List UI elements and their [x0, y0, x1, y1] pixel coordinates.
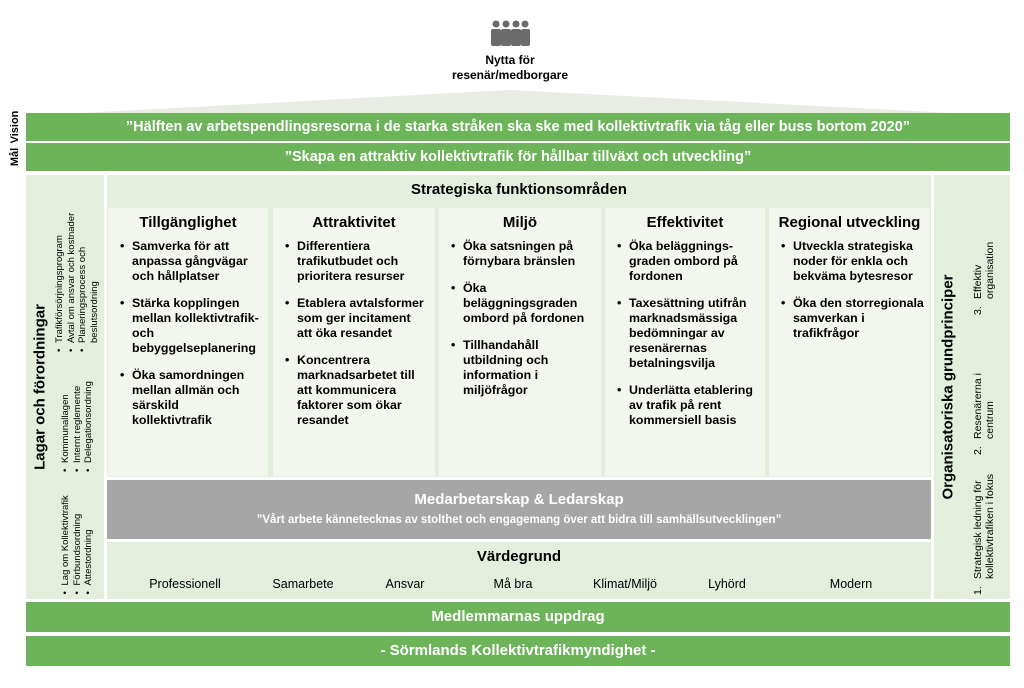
value-item: Samarbete — [272, 577, 334, 591]
column-title: Regional utveckling — [778, 214, 921, 231]
column-item: • Tillhandahåll utbildning och information i miljöfrågor — [463, 338, 595, 398]
column-item: • Öka beläggningsgraden ombord på fordonen — [463, 281, 595, 326]
column-title: Effektivitet — [646, 214, 724, 231]
vision-label: Vision — [9, 110, 21, 144]
medarbetarskap-quote: ”Vårt arbete kännetecknas av stolthet och engagemang över att bidra till samhällsutvecklingen” — [256, 514, 782, 526]
value-item: Modern — [829, 577, 873, 591]
people-group-icon — [490, 20, 530, 46]
left-item: • Avtal om ansvar och kostnader — [66, 183, 78, 343]
header-title — [400, 53, 620, 83]
column-item: • Öka samordningen mellan allmän och särskild kollektivtrafik — [132, 368, 262, 428]
vision-text: ”Hälften av arbetspendlingsresorna i de starka stråken ska ske med kollektivtrafik via tåg eller buss bortom 2020” — [125, 119, 911, 135]
left-item: • Kommunallagen — [60, 355, 72, 463]
column-item: • Öka den storregionala samverkan i trafikfrågor — [793, 296, 924, 341]
uppdrag-bar — [26, 602, 1010, 632]
left-item: • Förbundsordning — [71, 480, 83, 585]
column-item: • Samverka för att anpassa gångvägar och hållplatser — [132, 239, 262, 284]
left-pillar-group3 — [54, 183, 100, 353]
left-item: • Trafikförsörjningsprogram — [54, 183, 66, 343]
left-item: • Delegationsordning — [83, 355, 95, 463]
strategic-title: Strategiska funktionsområden — [411, 181, 627, 198]
value-item: Professionell — [149, 577, 221, 591]
column-item: • Öka satsningen på förnybara bränslen — [463, 239, 595, 269]
left-item: • Internt reglemente — [71, 355, 83, 463]
mal-label: Mål — [9, 147, 21, 167]
column-item: • Koncentrera marknadsarbetet till att kommunicera faktorer som ökar resandet — [297, 353, 429, 428]
column-tillganglighet — [108, 208, 268, 476]
vardegrund-box — [107, 542, 931, 599]
column-item: • Taxesättning utifrån marknadsmässiga bedömningar av resenärernas betalningsvilja — [629, 296, 759, 371]
column-item: • Differentiera trafikutbudet och prioritera resurser — [297, 239, 429, 284]
header-title-line1: Nytta för — [485, 53, 535, 67]
column-title: Miljö — [502, 214, 538, 231]
column-regional-utveckling — [769, 208, 930, 476]
value-item: Ansvar — [385, 577, 425, 591]
column-item: • Underlätta etablering av trafik på rent kommersiell basis — [629, 383, 759, 428]
column-item: • Etablera avtalsformer som ger incitament att öka resandet — [297, 296, 429, 341]
goal-text: ”Skapa en attraktiv kollektivtrafik för hållbar tillväxt och utveckling” — [284, 149, 752, 165]
left-item: • Lag om Kollektivtrafik — [60, 480, 72, 585]
left-pillar-group2 — [54, 355, 100, 473]
column-item: • Stärka kopplingen mellan kollektivtrafik- och bebyggelseplanering — [132, 296, 262, 356]
column-miljo — [439, 208, 601, 476]
org-bar — [26, 636, 1010, 666]
column-item: • Utveckla strategiska noder för enkla och bekväma bytesresor — [793, 239, 924, 284]
principle-3: 3. Effektiv organisation — [972, 241, 996, 315]
column-title: Attraktivitet — [312, 214, 396, 231]
value-item: Klimat/Miljö — [593, 577, 657, 591]
header-title-line2: resenär/medborgare — [451, 68, 569, 82]
left-item: • Attestordning — [83, 480, 95, 585]
value-item: Lyhörd — [708, 577, 746, 591]
uppdrag-text: Medlemmarnas uppdrag — [431, 608, 605, 625]
column-title: Tillgänglighet — [139, 214, 237, 231]
vardegrund-title: Värdegrund — [476, 548, 562, 565]
left-pillar-title: Lagar och förordningar — [31, 304, 49, 470]
left-pillar — [26, 175, 104, 599]
goal-bar — [26, 143, 1010, 171]
medarbetarskap-box — [107, 480, 931, 539]
column-item: • Öka beläggnings-graden ombord på fordonen — [629, 239, 759, 284]
right-pillar-title: Organisatoriska grundprinciper — [939, 274, 957, 500]
value-item: Må bra — [493, 577, 533, 591]
medarbetarskap-title: Medarbetarskap & Ledarskap — [414, 491, 624, 508]
column-effektivitet — [605, 208, 765, 476]
left-item: • Planeringsprocess och beslutsordning — [77, 183, 100, 343]
org-text: - Sörmlands Kollektivtrafikmyndighet - — [380, 642, 656, 659]
principle-2: 2. Resenärerna i centrum — [972, 373, 996, 455]
left-pillar-group1 — [54, 480, 100, 595]
right-pillar — [934, 175, 1010, 599]
vision-bar — [26, 113, 1010, 141]
principle-1: 1. Strategisk ledning för kollektivtrafiken i fokus — [972, 473, 996, 595]
column-attraktivitet — [273, 208, 435, 476]
